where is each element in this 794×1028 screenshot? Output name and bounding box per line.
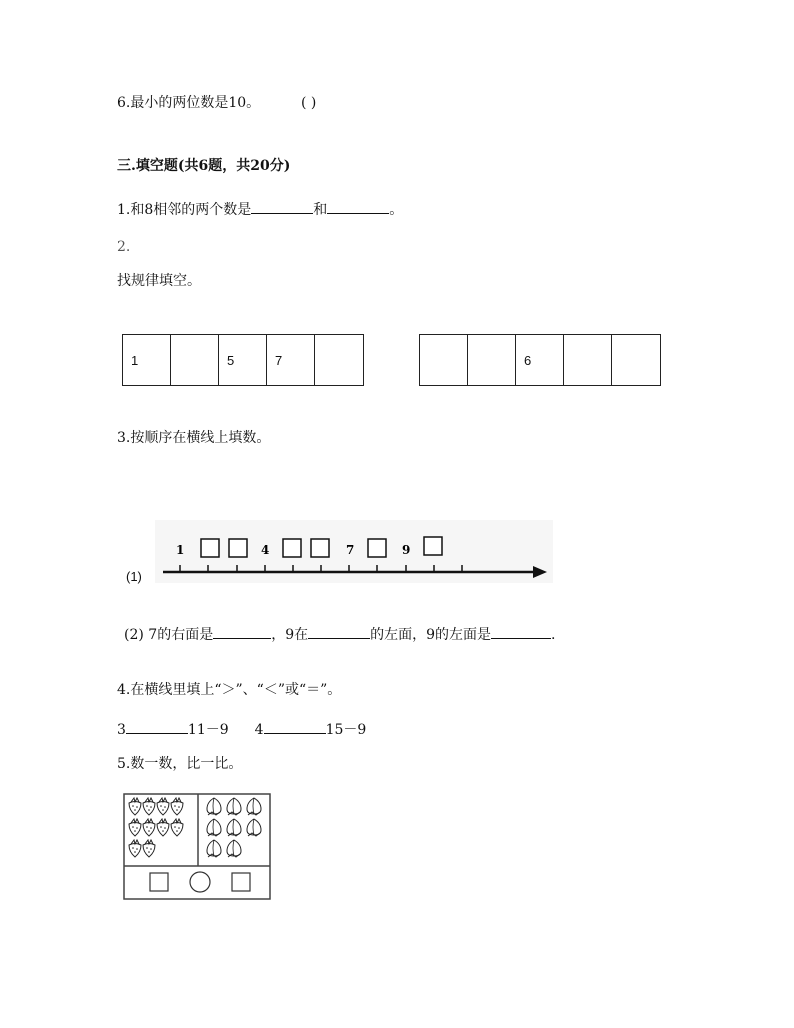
tick-label: 1 <box>176 543 185 557</box>
compare-left: 3 <box>117 722 126 738</box>
pattern-cell[interactable]: 6 <box>516 335 564 385</box>
answer-blank[interactable] <box>491 626 551 639</box>
problem-4-title: 4.在横线里填上“＞”、“＜”或“＝”。 <box>117 682 342 698</box>
part-2-text-c: 的左面，9的左面是 <box>370 627 492 643</box>
pattern-boxes-b <box>419 334 661 386</box>
answer-box[interactable] <box>424 537 442 555</box>
pattern-boxes-a <box>122 334 364 386</box>
part-2-text-b: ，9在 <box>271 627 309 643</box>
pattern-cell[interactable]: 1 <box>123 335 171 385</box>
answer-box[interactable] <box>283 539 301 557</box>
answer-box[interactable] <box>311 539 329 557</box>
pattern-cell[interactable] <box>612 335 660 385</box>
tick-label: 4 <box>261 543 270 557</box>
pattern-cell[interactable] <box>315 335 363 385</box>
pattern-cell[interactable] <box>420 335 468 385</box>
pattern-cell[interactable] <box>171 335 219 385</box>
compare-circle[interactable] <box>190 872 210 892</box>
pattern-cell[interactable] <box>564 335 612 385</box>
question-6-text: 6.最小的两位数是10。 <box>117 95 261 111</box>
pattern-cell[interactable]: 5 <box>219 335 267 385</box>
problem-3-title: 3.按顺序在横线上填数。 <box>117 430 271 446</box>
problem-2-number: 2. <box>117 239 131 255</box>
problem-1-end: 。 <box>389 202 404 218</box>
part-2-text-a: (2) 7的右面是 <box>124 627 214 643</box>
answer-box[interactable] <box>229 539 247 557</box>
answer-blank[interactable] <box>251 201 313 214</box>
part-2 <box>124 626 556 642</box>
problem-1-prefix: 1.和8相邻的两个数是 <box>117 202 252 218</box>
problem-4-items <box>117 721 366 737</box>
answer-box[interactable] <box>150 873 168 891</box>
section-title: 三.填空题(共6题，共20分) <box>117 158 291 174</box>
answer-blank[interactable] <box>264 721 326 734</box>
answer-parentheses[interactable]: ( ) <box>301 95 317 111</box>
compare-right: 11－9 <box>187 722 229 738</box>
answer-box[interactable] <box>232 873 250 891</box>
tick-label: 9 <box>402 543 411 557</box>
pattern-cell[interactable]: 7 <box>267 335 315 385</box>
answer-box[interactable] <box>368 539 386 557</box>
problem-1 <box>117 201 403 217</box>
part-1-label: (1) <box>126 569 142 584</box>
count-compare-figure <box>123 793 273 903</box>
pattern-cell[interactable] <box>468 335 516 385</box>
problem-1-mid: 和 <box>313 202 328 218</box>
number-line <box>155 520 555 585</box>
part-2-text-d: . <box>551 627 556 643</box>
answer-blank[interactable] <box>308 626 370 639</box>
answer-blank[interactable] <box>126 721 188 734</box>
problem-5-title: 5.数一数，比一比。 <box>117 756 243 772</box>
tick-label: 7 <box>346 543 355 557</box>
answer-blank[interactable] <box>327 201 389 214</box>
problem-2-instruction: 找规律填空。 <box>117 273 201 289</box>
compare-left: 4 <box>254 722 264 738</box>
answer-blank[interactable] <box>213 626 271 639</box>
compare-right: 15－9 <box>325 722 367 738</box>
answer-box[interactable] <box>201 539 219 557</box>
